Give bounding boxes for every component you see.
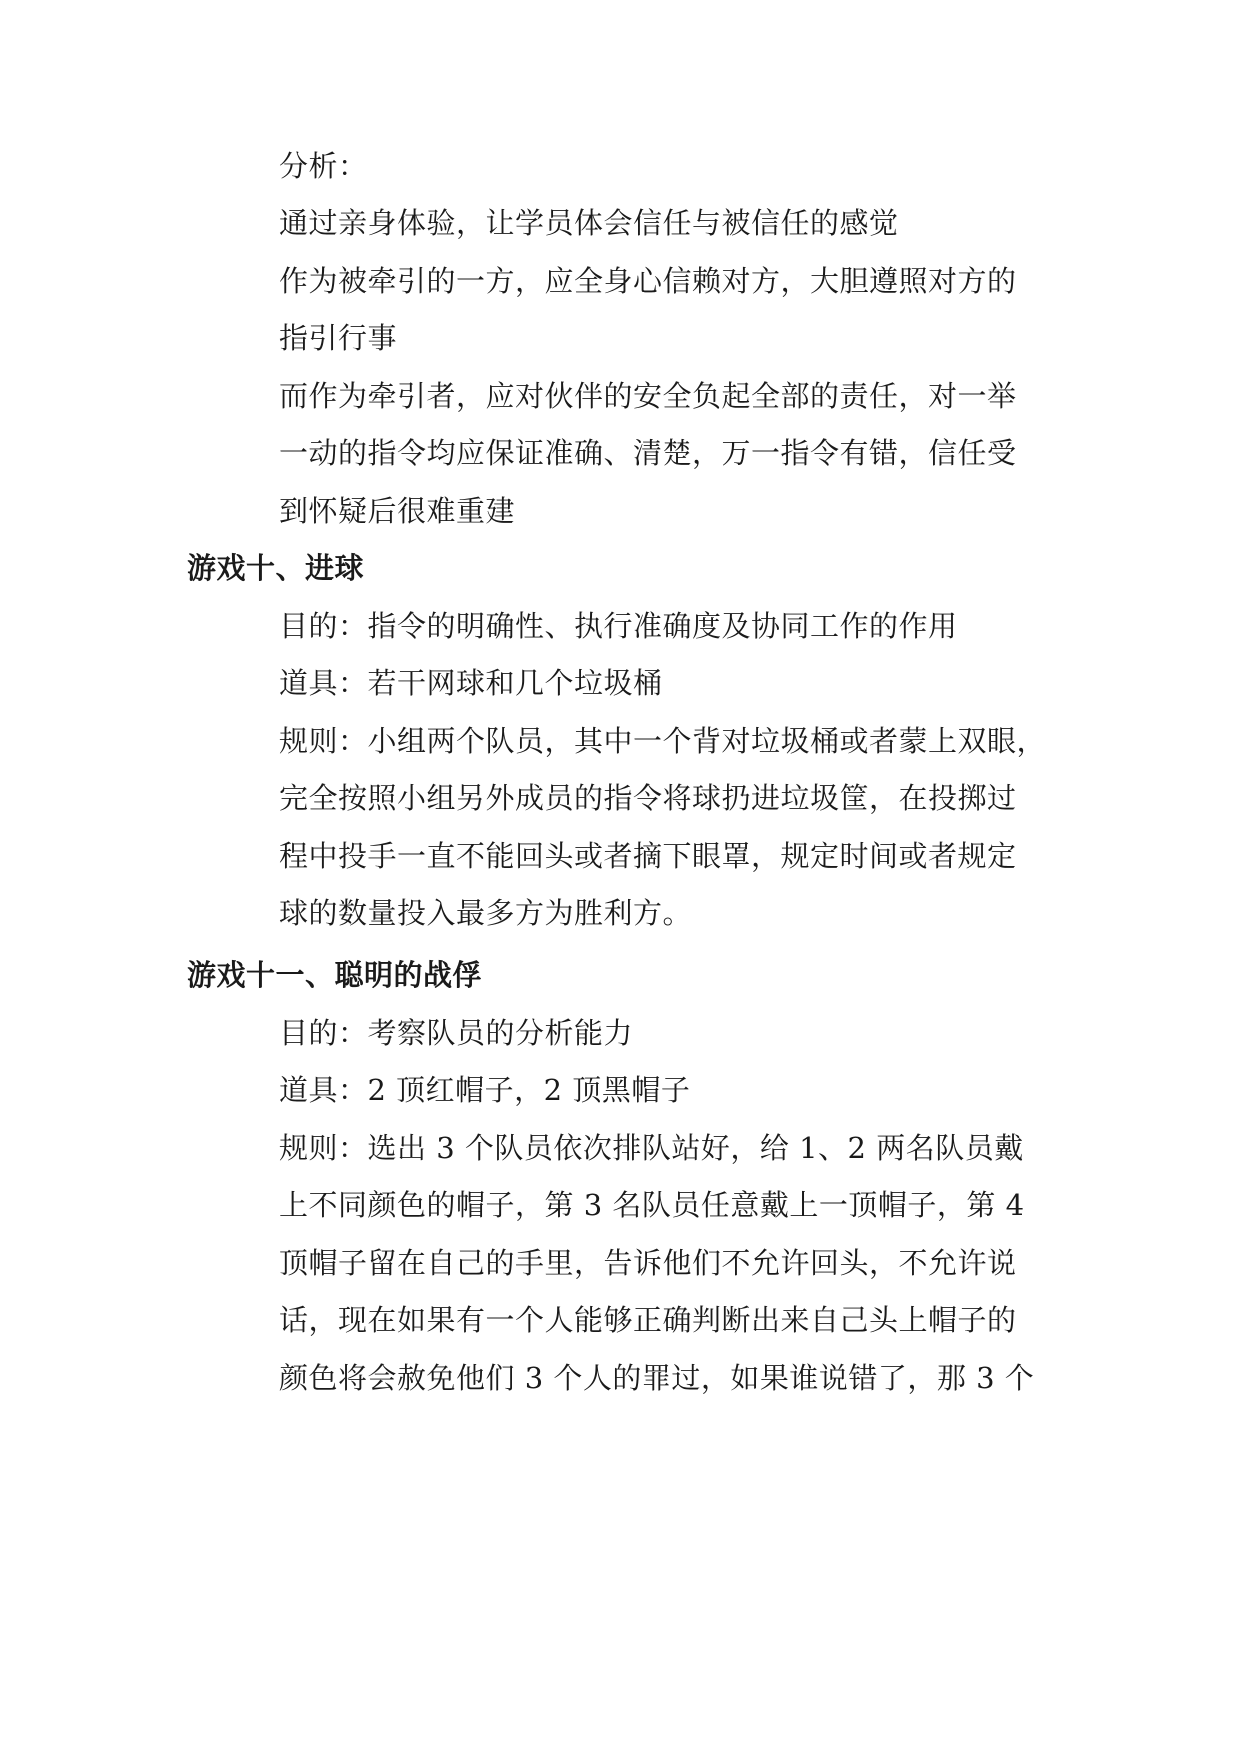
game11-props: 道具：2 顶红帽子，2 顶黑帽子 <box>279 1073 691 1107</box>
game11-rules-line-2: 上不同颜色的帽子，第 3 名队员任意戴上一顶帽子，第 4 <box>279 1188 1025 1222</box>
game11-rules-line-1: 规则：选出 3 个队员依次排队站好，给 1、2 两名队员戴 <box>279 1131 1024 1165</box>
game10-rules-line-4: 球的数量投入最多方为胜利方。 <box>279 896 693 930</box>
game10-rules-line-1: 规则：小组两个队员，其中一个背对垃圾桶或者蒙上双眼， <box>279 724 1047 758</box>
game11-rules-line-5: 颜色将会赦免他们 3 个人的罪过，如果谁说错了，那 3 个 <box>279 1361 1035 1395</box>
game10-title: 游戏十、进球 <box>187 551 365 585</box>
analysis-line-2: 作为被牵引的一方，应全身心信赖对方，大胆遵照对方的 <box>279 264 1017 298</box>
analysis-line-3: 指引行事 <box>279 321 398 355</box>
game11-rules-line-3: 顶帽子留在自己的手里，告诉他们不允许回头，不允许说 <box>279 1246 1017 1280</box>
game11-purpose: 目的：考察队员的分析能力 <box>279 1016 634 1050</box>
game11-title: 游戏十一、聪明的战俘 <box>187 958 483 992</box>
analysis-line-4: 而作为牵引者，应对伙伴的安全负起全部的责任，对一举 <box>279 379 1017 413</box>
game10-props: 道具：若干网球和几个垃圾桶 <box>279 666 663 700</box>
analysis-label: 分析： <box>279 149 368 183</box>
game10-rules-line-2: 完全按照小组另外成员的指令将球扔进垃圾筐，在投掷过 <box>279 781 1017 815</box>
game10-rules-line-3: 程中投手一直不能回头或者摘下眼罩，规定时间或者规定 <box>279 839 1017 873</box>
analysis-line-1: 通过亲身体验，让学员体会信任与被信任的感觉 <box>279 206 899 240</box>
game11-rules-line-4: 话，现在如果有一个人能够正确判断出来自己头上帽子的 <box>279 1303 1017 1337</box>
game10-purpose: 目的：指令的明确性、执行准确度及协同工作的作用 <box>279 609 958 643</box>
analysis-line-6: 到怀疑后很难重建 <box>279 494 516 528</box>
analysis-line-5: 一动的指令均应保证准确、清楚，万一指令有错，信任受 <box>279 436 1017 470</box>
